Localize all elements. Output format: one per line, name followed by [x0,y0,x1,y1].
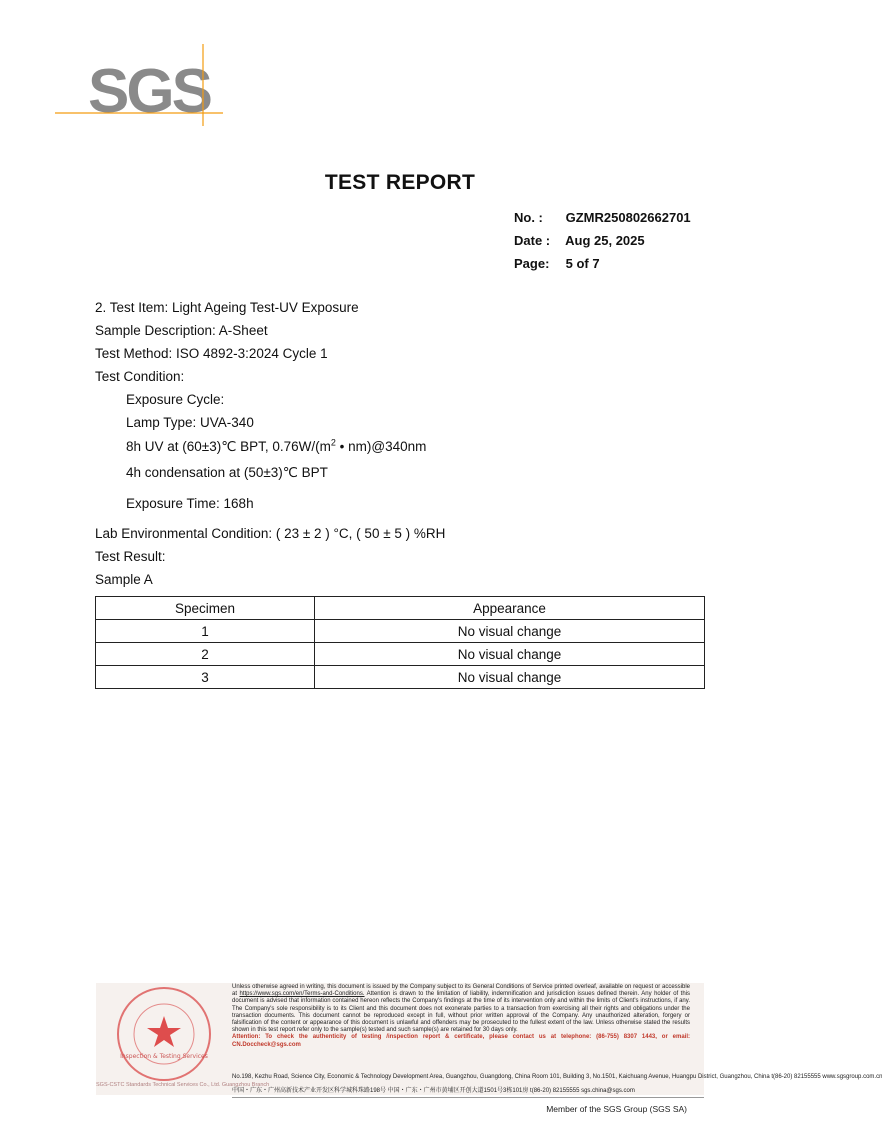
seal-caption: Inspection & Testing Services [120,1053,208,1060]
uv-condition-part-b: • nm)@340nm [335,439,427,454]
sample-label: Sample A [95,572,153,587]
report-number-row [514,209,691,232]
footer-disclaimer [232,984,690,1049]
page-title: TEST REPORT [324,171,476,194]
report-number-value: GZMR250802662701 [565,210,691,225]
appearance-cell: No visual change [315,643,705,666]
specimen-cell: 3 [96,666,315,689]
table-header-row [96,597,705,620]
address-chinese: 中国・广东・广州高新技术产业开发区科学城科珠路198号 中国・广东・广州市黄埔区开创大道1501号3栋101房 t(86-20) 82155555 sgs.china@sgs.com [232,1088,635,1094]
test-result-label: Test Result: [95,549,166,564]
svg-text:SGS: SGS [88,57,210,126]
test-item: 2. Test Item: Light Ageing Test-UV Exposure [95,300,359,315]
footer-divider [232,1097,704,1098]
branch-name: SGS-CSTC Standards Technical Services Co., Ltd. Guangzhou Branch [96,1082,270,1088]
table-row [96,620,705,643]
table-row [96,643,705,666]
exposure-cycle-label: Exposure Cycle: [126,392,225,407]
specimen-cell: 2 [96,643,315,666]
specimen-cell: 1 [96,620,315,643]
member-of-sgs-group: Member of the SGS Group (SGS SA) [546,1104,687,1114]
report-number-label: No. : [514,210,543,225]
address-english: No.198, Kezhu Road, Science City, Economic & Technology Development Area, Guangzhou, Guangdong, China Room 101, Building 3, No.1501, Kaichuang Avenue, Huangpu District, Guangzhou, China t(86-20) 82155555 www.sgsgroup.com.cn [232,1074,882,1080]
report-page-label: Page: [514,256,550,271]
disclaimer-text-1: Unless otherwise agreed in writing, this document is issued by the Company subject to its General Conditions of Service printed overleaf, available on request or accessible at [232,984,690,998]
condensation-condition: 4h condensation at (50±3)℃ BPT [126,465,328,480]
column-header-appearance: Appearance [315,597,705,620]
appearance-cell: No visual change [315,666,705,689]
sample-description: Sample Description: A-Sheet [95,323,268,338]
table-row [96,666,705,689]
report-date-row [514,232,691,255]
test-method: Test Method: ISO 4892-3:2024 Cycle 1 [95,346,328,361]
report-meta [514,209,691,278]
report-page-value: 5 of 7 [565,256,600,271]
report-page-row [514,255,691,278]
report-date-value: Aug 25, 2025 [565,233,645,248]
uv-condition-part-a: 8h UV at (60±3)℃ BPT, 0.76W/(m [126,439,331,454]
disclaimer-text-2: Attention is drawn to the limitation of liability, indemnification and jurisdiction issues defined therein. Any holder of this document is advised that information contained hereon reflects the Company's findings at the time of its intervention only and within the limits of Client's instructions, if any. The Company's sole responsibility is to its Client and this document does not exonerate parties to a transaction from exercising all their rights and obligations under the transaction documents. This document cannot be reproduced except in full, without prior written approval of the Company. Any unauthorized alteration, forgery or falsification of the content or appearance of this document is unlawful and offenders may be prosecuted to the fullest extent of the law. Unless otherwise stated the results shown in this test report refer only to the sample(s) tested and such sample(s) are retained for 30 days only. [232,991,690,1034]
uv-condition [126,439,426,455]
lamp-type: Lamp Type: UVA-340 [126,415,254,430]
authenticity-attention: Attention: To check the authenticity of testing /inspection report & certificate, please contact us at telephone: (86-755) 8307 1443, or email: CN.Doccheck@sgs.com [232,1034,690,1048]
test-condition-label: Test Condition: [95,369,185,384]
terms-link[interactable]: https://www.sgs.com/en/Terms-and-Conditions. [239,991,365,998]
exposure-time: Exposure Time: 168h [126,496,254,511]
lab-environmental-condition: Lab Environmental Condition: ( 23 ± 2 ) °C, ( 50 ± 5 ) %RH [95,526,446,541]
report-date-label: Date : [514,233,551,248]
result-table [95,596,705,689]
company-seal-stamp [100,984,228,1094]
appearance-cell: No visual change [315,620,705,643]
uv-condition-sup: 2 [330,437,336,448]
column-header-specimen: Specimen [96,597,315,620]
sgs-logo [55,44,230,129]
